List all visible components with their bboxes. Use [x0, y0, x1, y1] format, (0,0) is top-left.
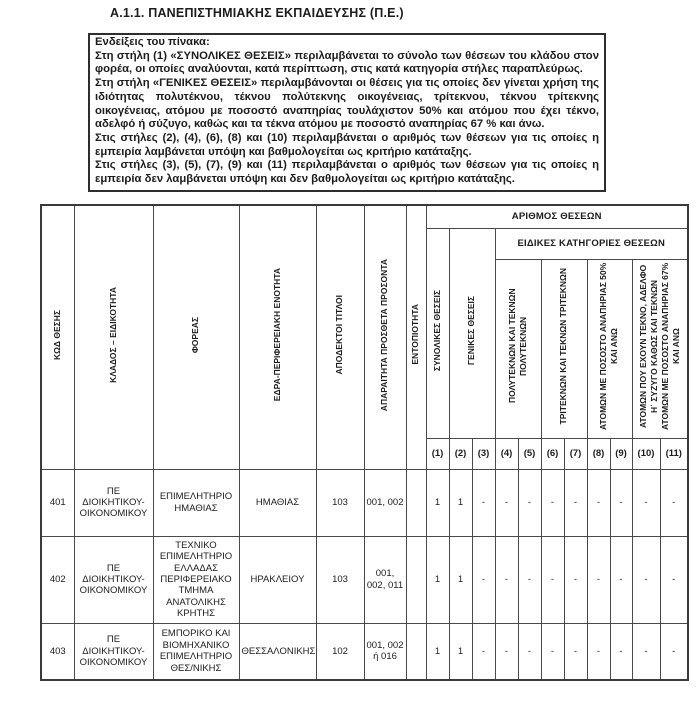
cell-value: 1 [426, 623, 449, 680]
column-number: (6) [541, 438, 564, 469]
cell-locality [406, 469, 426, 536]
col-header-branch-specialty: ΚΛΑΔΟΣ – ΕΙΔΙΚΟΤΗΤΑ [74, 205, 153, 470]
cell-required-qualifications: 001, 002 [364, 469, 406, 536]
cell-seat-regional-unit: ΘΕΣΣΑΛΟΝΙΚΗΣ [239, 623, 316, 680]
cell-value: - [541, 469, 564, 536]
page-title: Α.1.1. ΠΑΝΕΠΙΣΤΗΜΙΑΚΗΣ ΕΚΠΑΙΔΕΥΣΗΣ (Π.Ε.) [110, 6, 404, 20]
col-header-total-positions: ΣΥΝΟΛΙΚΕΣ ΘΕΣΕΙΣ [426, 228, 449, 438]
col-header-accepted-titles: ΑΠΟΔΕΚΤΟΙ ΤΙΤΛΟΙ [316, 205, 364, 470]
col-header-disability-50: ΑΤΟΜΩΝ ΜΕ ΠΟΣΟΣΤΟ ΑΝΑΠΗΡΙΑΣ 50% ΚΑΙ ΑΝΩ [587, 259, 632, 438]
cell-value: - [632, 469, 660, 536]
cell-value: - [610, 469, 632, 536]
table-row [41, 623, 688, 680]
cell-value: - [564, 623, 587, 680]
cell-value: - [495, 469, 518, 536]
cell-value: - [564, 469, 587, 536]
column-number: (9) [610, 438, 632, 469]
cell-position-code: 403 [41, 623, 74, 680]
cell-value: - [518, 469, 541, 536]
col-header-position-code: ΚΩΔ ΘΕΣΗΣ [41, 205, 74, 470]
cell-locality [406, 536, 426, 623]
column-number: (5) [518, 438, 541, 469]
cell-agency: ΕΜΠΟΡΙΚΟ ΚΑΙ ΒΙΟΜΗΧΑΝΙΚΟ ΕΠΙΜΕΛΗΤΗΡΙΟ ΘΕΣ/ΝΙΚΗΣ [153, 623, 239, 680]
cell-value: 1 [449, 469, 472, 536]
legend-paragraph: Στις στήλες (2), (4), (6), (8) και (10) περιλαμβάνεται ο αριθμός των θέσεων για τις οποίες η εμπειρία λαμβάνεται υπόψη και βαθμολογείται ως κριτήριο κατάταξης. [95, 131, 599, 158]
col-header-polyteknon: ΠΟΛΥΤΕΚΝΩΝ ΚΑΙ ΤΕΚΝΩΝ ΠΟΛΥΤΕΚΝΩΝ [495, 259, 541, 438]
col-header-general-positions: ΓΕΝΙΚΕΣ ΘΕΣΕΙΣ [449, 228, 495, 438]
cell-position-code: 401 [41, 469, 74, 536]
cell-value: - [632, 536, 660, 623]
cell-value: - [587, 623, 610, 680]
cell-value: - [564, 536, 587, 623]
cell-required-qualifications: 001, 002, 011 [364, 536, 406, 623]
cell-value: - [587, 536, 610, 623]
cell-value: - [472, 623, 495, 680]
column-number: (2) [449, 438, 472, 469]
cell-agency: ΤΕΧΝΙΚΟ ΕΠΙΜΕΛΗΤΗΡΙΟ ΕΛΛΑΔΑΣ ΠΕΡΙΦΕΡΕΙΑΚΟ ΤΜΗΜΑ ΑΝΑΤΟΛΙΚΗΣ ΚΡΗΤΗΣ [153, 536, 239, 623]
cell-branch-specialty: ΠΕ ΔΙΟΙΚΗΤΙΚΟΥ-ΟΙΚΟΝΟΜΙΚΟΥ [74, 623, 153, 680]
column-number: (1) [426, 438, 449, 469]
cell-seat-regional-unit: ΗΡΑΚΛΕΙΟΥ [239, 536, 316, 623]
cell-value: - [541, 623, 564, 680]
cell-accepted-titles: 102 [316, 623, 364, 680]
group-header-number-of-positions: ΑΡΙΘΜΟΣ ΘΕΣΕΩΝ [426, 205, 688, 229]
cell-value: - [610, 623, 632, 680]
cell-value: - [541, 536, 564, 623]
column-number: (4) [495, 438, 518, 469]
cell-value: 1 [449, 623, 472, 680]
legend-paragraph: Στη στήλη «ΓΕΝΙΚΕΣ ΘΕΣΕΙΣ» περιλαμβάνονται οι θέσεις για τις οποίες δεν γίνεται χρήση της ιδιότητας πολυτέκνου, τέκνου πολύτεκνης οικογένειας, τρίτεκνου, τέκνου τρίτεκνης οικογένειας, ατόμου με ποσοστό αναπηρίας τουλάχιστον 50% και ατόμου που έχει τέκνο, αδελφό ή σύζυγο, καθώς και τα τέκνα ατόμου με ποσοστό αναπηρίας 67 % και άνω. [95, 77, 599, 131]
table-row [41, 469, 688, 536]
column-number: (10) [632, 438, 660, 469]
col-header-disability-67: ΑΤΟΜΩΝ ΠΟΥ ΕΧΟΥΝ ΤΕΚΝΟ, ΑΔΕΛΦΟ Η΄ ΣΥΖΥΓΟ ΚΑΘΩΣ ΚΑΙ ΤΕΚΝΩΝ ΑΤΟΜΩΝ ΜΕ ΠΟΣΟΣΤΟ ΑΝΑΠΗΡΙΑΣ 67% ΚΑΙ ΑΝΩ [632, 259, 688, 438]
column-number: (8) [587, 438, 610, 469]
cell-branch-specialty: ΠΕ ΔΙΟΙΚΗΤΙΚΟΥ-ΟΙΚΟΝΟΜΙΚΟΥ [74, 469, 153, 536]
column-number: (3) [472, 438, 495, 469]
col-header-agency: ΦΟΡΕΑΣ [153, 205, 239, 470]
cell-value: - [660, 623, 688, 680]
cell-value: 1 [426, 469, 449, 536]
cell-value: 1 [426, 536, 449, 623]
column-number: (11) [660, 438, 688, 469]
cell-value: 1 [449, 536, 472, 623]
cell-seat-regional-unit: ΗΜΑΘΙΑΣ [239, 469, 316, 536]
col-header-required-qualifications: ΑΠΑΡΑΙΤΗΤΑ ΠΡΟΣΘΕΤΑ ΠΡΟΣΟΝΤΑ [364, 205, 406, 470]
column-number: (7) [564, 438, 587, 469]
col-header-triteknon: ΤΡΙΤΕΚΝΩΝ ΚΑΙ ΤΕΚΝΩΝ ΤΡΙΤΕΚΝΩΝ [541, 259, 587, 438]
cell-value: - [472, 536, 495, 623]
cell-value: - [495, 536, 518, 623]
table-row [41, 536, 688, 623]
cell-required-qualifications: 001, 002 ή 016 [364, 623, 406, 680]
legend-paragraph: Στις στήλες (3), (5), (7), (9) και (11) περιλαμβάνεται ο αριθμός των θέσεων για τις οποίες η εμπειρία δεν λαμβάνεται υπόψη και δεν βαθμολογείται ως κριτήριο κατάταξης. [95, 159, 599, 186]
cell-branch-specialty: ΠΕ ΔΙΟΙΚΗΤΙΚΟΥ-ΟΙΚΟΝΟΜΙΚΟΥ [74, 536, 153, 623]
cell-value: - [472, 469, 495, 536]
cell-agency: ΕΠΙΜΕΛΗΤΗΡΙΟ ΗΜΑΘΙΑΣ [153, 469, 239, 536]
cell-value: - [518, 623, 541, 680]
cell-value: - [495, 623, 518, 680]
col-header-locality: ΕΝΤΟΠΙΟΤΗΤΑ [406, 205, 426, 470]
legend-paragraph: Στη στήλη (1) «ΣΥΝΟΛΙΚΕΣ ΘΕΣΕΙΣ» περιλαμβάνεται το σύνολο των θέσεων του κλάδου στον φορέα, οι οποίες αναλύονται, κατά περίπτωση, στις κατά κατηγορία στήλες παραπλεύρως. [95, 49, 599, 76]
table-legend-box [88, 33, 606, 192]
cell-value: - [632, 623, 660, 680]
cell-value: - [610, 536, 632, 623]
group-header-special-categories: ΕΙΔΙΚΕΣ ΚΑΤΗΓΟΡΙΕΣ ΘΕΣΕΩΝ [495, 228, 688, 259]
cell-locality [406, 623, 426, 680]
cell-value: - [587, 469, 610, 536]
col-header-seat-regional-unit: ΕΔΡΑ-ΠΕΡΙΦΕΡΕΙΑΚΗ ΕΝΟΤΗΤΑ [239, 205, 316, 470]
legend-heading: Ενδείξεις του πίνακα: [95, 36, 210, 48]
cell-position-code: 402 [41, 536, 74, 623]
cell-accepted-titles: 103 [316, 469, 364, 536]
cell-value: - [660, 536, 688, 623]
cell-accepted-titles: 103 [316, 536, 364, 623]
positions-table [40, 204, 689, 681]
cell-value: - [518, 536, 541, 623]
cell-value: - [660, 469, 688, 536]
